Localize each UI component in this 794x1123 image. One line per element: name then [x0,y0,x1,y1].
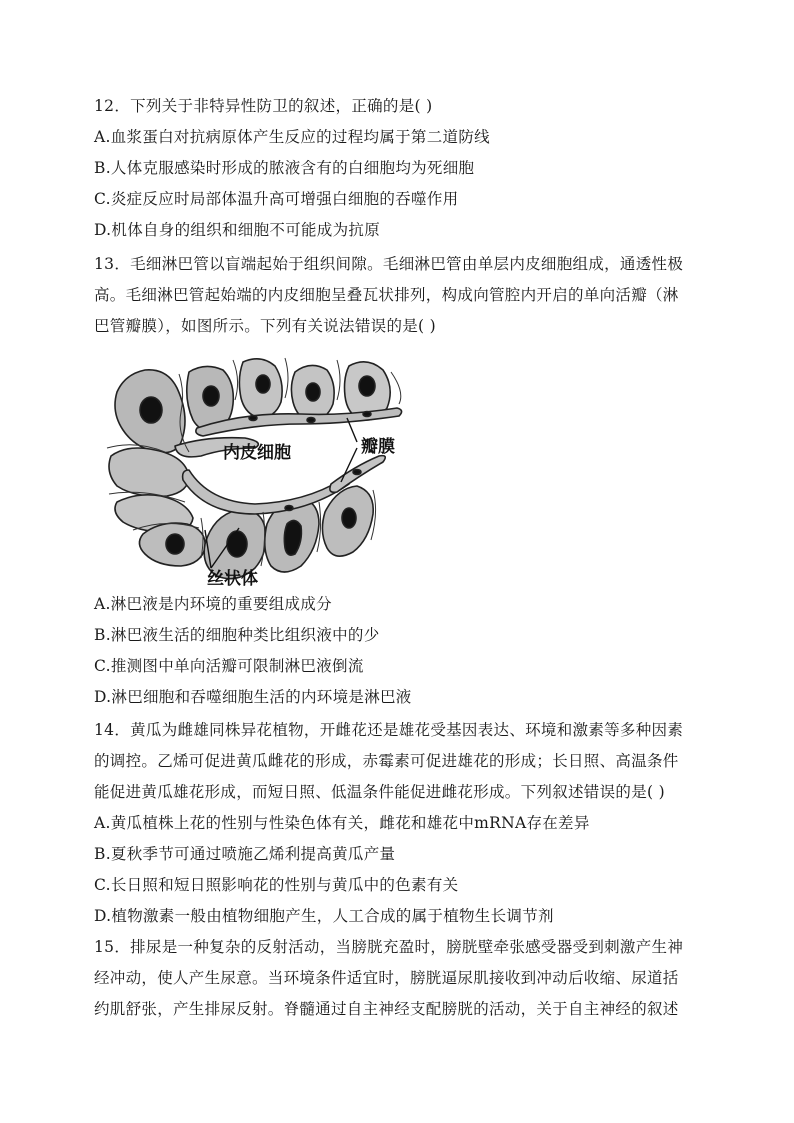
q12-option-b: B.人体克服感染时形成的脓液含有的白细胞均为死细胞 [94,159,475,177]
q13-option-c: C.推测图中单向活瓣可限制淋巴液倒流 [94,657,364,675]
endothelial-nucleus [249,416,257,421]
collagen-fiber [337,360,340,400]
q12-option-a: A.血浆蛋白对抗病原体产生反应的过程均属于第二道防线 [94,128,490,146]
q14-option-c: C.长日照和短日照影响花的性别与黄瓜中的色素有关 [94,876,459,894]
q14-option-a: A.黄瓜植株上花的性别与性染色体有关，雌花和雄花中mRNA存在差异 [94,814,590,832]
collagen-fiber [391,372,401,404]
tissue-cell [109,448,189,496]
cell-nucleus [359,376,375,396]
cell-nucleus [227,531,247,557]
q13-stem-line-3: 巴管瓣膜），如图所示。下列有关说法错误的是( ) [94,317,436,335]
lymph-capillary-figure [105,352,425,592]
cell-nucleus [140,397,162,423]
q14-option-b: B.夏秋季节可通过喷施乙烯利提高黄瓜产量 [94,845,396,863]
label-anchoring-filament: 丝状体 [207,569,258,589]
q13-option-b: B.淋巴液生活的细胞种类比组织液中的少 [94,626,380,644]
q12-option-d: D.机体自身的组织和细胞不可能成为抗原 [94,221,381,239]
label-endothelial-cell: 内皮细胞 [223,443,291,463]
label-valve: 瓣膜 [361,437,395,457]
q14-stem-line-2: 的调控。乙烯可促进黄瓜雌花的形成，赤霉素可促进雄花的形成；长日照、高温条件 [94,752,679,770]
q13-option-a: A.淋巴液是内环境的重要组成成分 [94,595,332,613]
q12-stem: 12．下列关于非特异性防卫的叙述，正确的是( ) [94,97,433,115]
collagen-fiber [285,358,288,398]
q13-stem-line-1: 13．毛细淋巴管以盲端起始于组织间隙。毛细淋巴管由单层内皮细胞组成，通透性极 [94,255,684,273]
endothelial-cell [183,470,350,514]
cell-nucleus [306,383,320,401]
cell-nucleus [203,386,219,406]
cell-nucleus [342,508,356,528]
endothelial-nucleus [307,418,315,423]
cell-nucleus [166,534,184,554]
q15-stem-line-2: 经冲动，使人产生尿意。当环境条件适宜时，膀胱逼尿肌接收到冲动后收缩、尿道括 [94,969,679,987]
q14-stem-line-3: 能促进黄瓜雄花形成，而短日照、低温条件能促进雌花形成。下列叙述错误的是( ) [94,783,665,801]
cell-nucleus [256,375,270,393]
endothelial-nucleus [353,470,361,475]
endothelial-nucleus [363,412,371,417]
q13-option-d: D.淋巴细胞和吞噬细胞生活的内环境是淋巴液 [94,688,412,706]
q15-stem-line-1: 15．排尿是一种复杂的反射活动，当膀胱充盈时，膀胱壁牵张感受器受到刺激产生神 [94,938,684,956]
endothelial-nucleus [285,506,293,511]
q12-option-c: C.炎症反应时局部体温升高可增强白细胞的吞噬作用 [94,190,459,208]
q13-stem-line-2: 高。毛细淋巴管起始端的内皮细胞呈叠瓦状排列，构成向管腔内开启的单向活瓣（淋 [94,286,679,304]
q14-stem-line-1: 14．黄瓜为雌雄同株异花植物，开雌花还是雄花受基因表达、环境和激素等多种因素 [94,721,684,739]
q15-stem-line-3: 约肌舒张，产生排尿反射。脊髓通过自主神经支配膀胱的活动，关于自主神经的叙述 [94,1000,679,1018]
q14-option-d: D.植物激素一般由植物细胞产生，人工合成的属于植物生长调节剂 [94,907,554,925]
